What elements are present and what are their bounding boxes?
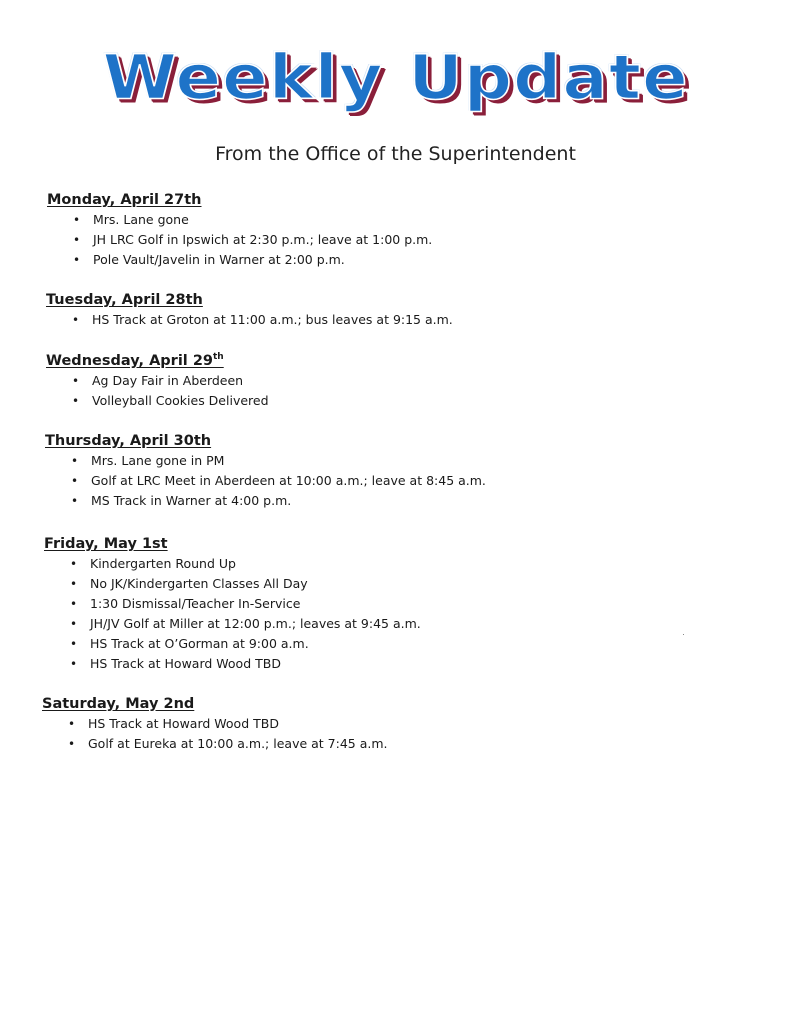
day-heading-wednesday-suffix: th xyxy=(213,352,224,363)
page-title: Weekly Update xyxy=(102,42,689,114)
day-section-thursday xyxy=(45,431,486,511)
list-item xyxy=(44,594,301,614)
list-item xyxy=(47,250,345,270)
list-item-text: Golf at LRC Meet in Aberdeen at 10:00 a.m.; leave at 8:45 a.m. xyxy=(91,473,486,488)
list-item-text: JH LRC Golf in Ipswich at 2:30 p.m.; leave at 1:00 p.m. xyxy=(93,232,433,247)
list-item-text: HS Track at Groton at 11:00 a.m.; bus leaves at 9:15 a.m. xyxy=(92,312,453,327)
bullet-icon: • xyxy=(72,374,80,388)
list-item-text: JH/JV Golf at Miller at 12:00 p.m.; leaves at 9:45 a.m. xyxy=(90,616,421,631)
bullet-icon: • xyxy=(70,577,78,591)
scan-speck xyxy=(683,634,684,635)
list-item-text: Mrs. Lane gone xyxy=(93,212,189,227)
list-item xyxy=(44,614,421,634)
list-item xyxy=(46,310,453,330)
bullet-icon: • xyxy=(68,737,76,751)
day-heading-wednesday-text: Wednesday, April 29 xyxy=(46,353,213,369)
bullet-icon: • xyxy=(73,213,81,227)
day-section-wednesday xyxy=(46,351,269,411)
list-item xyxy=(44,574,308,594)
list-item-text: MS Track in Warner at 4:00 p.m. xyxy=(91,493,292,508)
list-item xyxy=(45,451,225,471)
day-items-friday xyxy=(44,554,421,674)
day-section-friday xyxy=(44,534,421,674)
list-item-text: Golf at Eureka at 10:00 a.m.; leave at 7:45 a.m. xyxy=(88,736,388,751)
bullet-icon: • xyxy=(70,657,78,671)
day-items-wednesday xyxy=(46,371,269,411)
day-items-saturday xyxy=(42,714,388,754)
day-heading-monday: Monday, April 27th xyxy=(47,192,202,208)
day-heading-wednesday xyxy=(46,351,224,371)
masthead xyxy=(0,42,791,114)
bullet-icon: • xyxy=(70,617,78,631)
list-item xyxy=(45,491,292,511)
day-heading-thursday: Thursday, April 30th xyxy=(45,433,212,449)
list-item-text: Pole Vault/Javelin in Warner at 2:00 p.m. xyxy=(93,252,345,267)
list-item-text: Mrs. Lane gone in PM xyxy=(91,453,225,468)
day-items-thursday xyxy=(45,451,486,511)
list-item xyxy=(47,210,202,230)
list-item xyxy=(42,734,388,754)
list-item-text: HS Track at Howard Wood TBD xyxy=(88,716,279,731)
day-heading-tuesday: Tuesday, April 28th xyxy=(46,292,203,308)
bullet-icon: • xyxy=(73,233,81,247)
list-item xyxy=(44,554,236,574)
page-subtitle: From the Office of the Superintendent xyxy=(215,143,576,165)
bullet-icon: • xyxy=(71,494,79,508)
day-section-monday xyxy=(47,190,433,270)
day-heading-friday: Friday, May 1st xyxy=(44,536,168,552)
day-heading-saturday: Saturday, May 2nd xyxy=(42,696,195,712)
day-section-saturday xyxy=(42,694,388,754)
bullet-icon: • xyxy=(72,394,80,408)
bullet-icon: • xyxy=(72,313,80,327)
list-item-text: Volleyball Cookies Delivered xyxy=(92,393,269,408)
list-item-text: No JK/Kindergarten Classes All Day xyxy=(90,576,308,591)
bullet-icon: • xyxy=(71,454,79,468)
bullet-icon: • xyxy=(68,717,76,731)
list-item xyxy=(45,471,486,491)
list-item xyxy=(44,654,281,674)
day-items-tuesday xyxy=(46,310,453,330)
list-item xyxy=(46,371,244,391)
list-item-text: HS Track at Howard Wood TBD xyxy=(90,656,281,671)
list-item xyxy=(44,634,309,654)
bullet-icon: • xyxy=(70,557,78,571)
list-item xyxy=(46,391,269,411)
list-item-text: HS Track at O’Gorman at 9:00 a.m. xyxy=(90,636,309,651)
day-items-monday xyxy=(47,210,433,270)
day-section-tuesday xyxy=(46,290,453,330)
list-item-text: Ag Day Fair in Aberdeen xyxy=(92,373,244,388)
bullet-icon: • xyxy=(70,637,78,651)
bullet-icon: • xyxy=(70,597,78,611)
list-item-text: 1:30 Dismissal/Teacher In-Service xyxy=(90,596,301,611)
list-item xyxy=(47,230,433,250)
list-item xyxy=(42,714,279,734)
list-item-text: Kindergarten Round Up xyxy=(90,556,236,571)
bullet-icon: • xyxy=(73,253,81,267)
bullet-icon: • xyxy=(71,474,79,488)
